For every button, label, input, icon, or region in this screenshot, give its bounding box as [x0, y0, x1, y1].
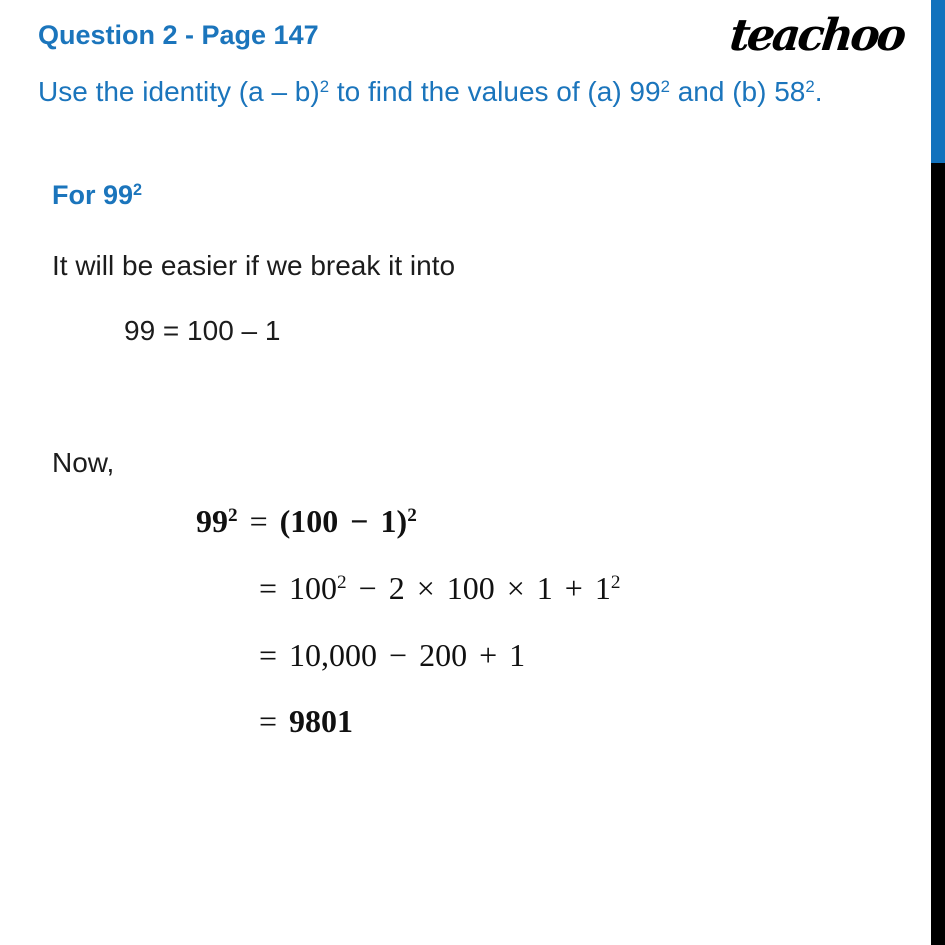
question-part: Use the identity (a – b): [38, 76, 320, 107]
math-step-4: [259, 703, 353, 740]
question-part: and (b) 58: [669, 76, 806, 107]
superscript-2: 2: [319, 76, 330, 96]
math-rhs: (100 − 1): [279, 503, 408, 539]
right-edge-blue-bar: [931, 0, 945, 163]
right-edge-black-bar: [931, 163, 945, 945]
intro-text: It will be easier if we break it into: [52, 250, 456, 281]
superscript-2: 2: [337, 572, 347, 594]
equals-sign: =: [259, 570, 290, 606]
superscript-2: 2: [407, 505, 417, 527]
math-step-3: = 10,000 − 200 + 1: [259, 637, 526, 673]
question-part: to find the values of (a) 99: [329, 76, 661, 107]
now-label: Now,: [52, 447, 115, 478]
teachoo-logo: teachoo: [727, 10, 906, 61]
final-answer: 9801: [289, 703, 354, 739]
superscript-2: 2: [610, 572, 621, 594]
break-equation: 99 = 100 – 1: [124, 315, 281, 346]
question-part: .: [814, 76, 823, 107]
superscript-2: 2: [805, 76, 815, 96]
superscript-2: 2: [228, 505, 238, 527]
math-step-1: [196, 503, 417, 540]
equals-sign: =: [259, 703, 290, 739]
equals-sign: =: [237, 503, 280, 539]
question-text: [38, 76, 822, 108]
superscript-2: 2: [660, 76, 670, 96]
superscript-2: 2: [133, 181, 143, 200]
math-lhs: 99: [196, 503, 228, 539]
section-heading-text: For 99: [52, 180, 134, 210]
page-title: Question 2 - Page 147: [38, 20, 319, 50]
section-heading: [52, 180, 142, 211]
math-term: − 2 × 100 × 1 + 1: [346, 570, 611, 606]
math-term: 100: [289, 570, 338, 606]
math-step-2: [259, 570, 620, 607]
